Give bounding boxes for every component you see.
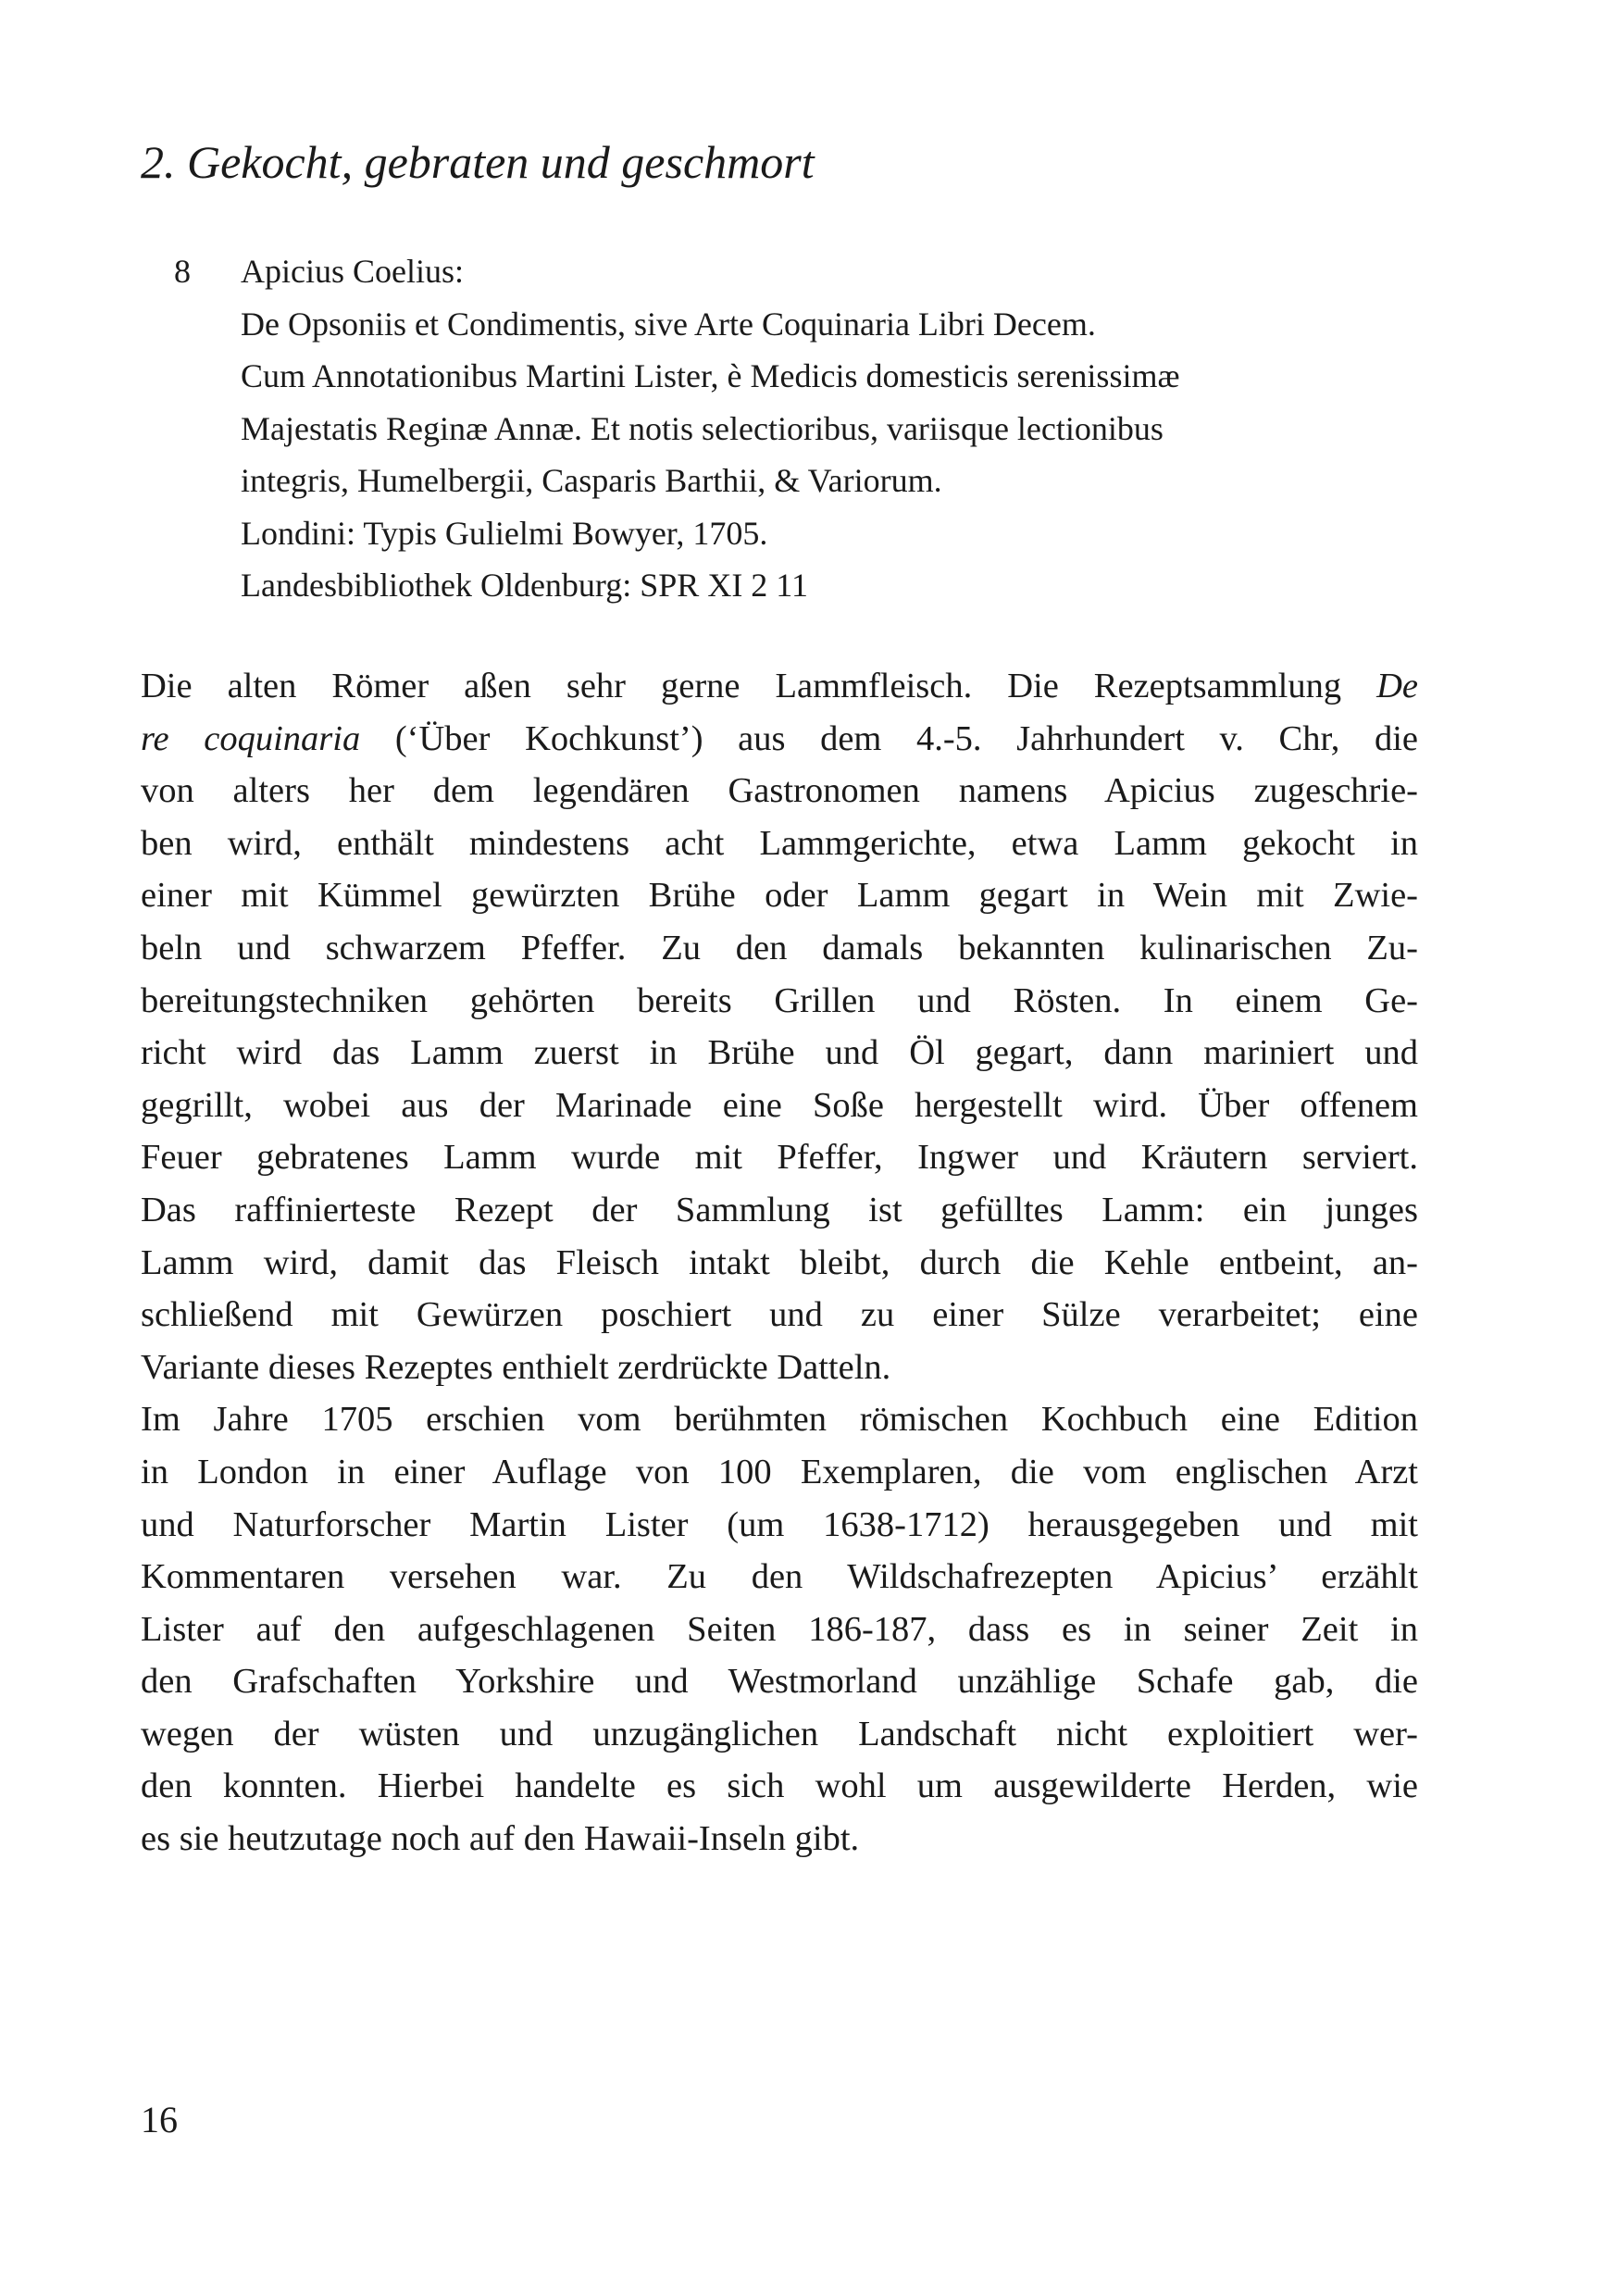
body-line: Lister auf den aufgeschlagenen Seiten 186-187, dass es in seiner Zeit in — [141, 1609, 1418, 1649]
catalog-shelfmark: Landesbibliothek Oldenburg: SPR XI 2 11 — [241, 567, 808, 604]
page-number: 16 — [141, 2099, 178, 2140]
body-line: den Grafschaften Yorkshire und Westmorland unzählige Schafe gab, die — [141, 1662, 1418, 1702]
book-title-italic: re coquinaria — [141, 718, 361, 758]
book-title-italic: De — [1376, 667, 1418, 705]
catalog-author: Apicius Coelius: — [241, 253, 464, 290]
catalog-number: 8 — [174, 253, 191, 290]
body-line: Das raffinierteste Rezept der Sammlung ist gefülltes Lamm: ein junges — [141, 1190, 1418, 1229]
catalog-title-line: De Opsoniis et Condimentis, sive Arte Coquinaria Libri Decem. — [241, 305, 1096, 343]
body-line: es sie heutzutage noch auf den Hawaii-Inseln gibt. — [141, 1819, 860, 1859]
body-line: von alters her dem legendären Gastronomen namens Apicius zugeschrie- — [141, 771, 1418, 811]
catalog-title-line: Majestatis Reginæ Annæ. Et notis selectioribus, variisque lectionibus — [241, 409, 1164, 447]
body-line: Kommentaren versehen war. Zu den Wildschafrezepten Apicius’ erzählt — [141, 1557, 1418, 1597]
body-line: richt wird das Lamm zuerst in Brühe und Öl gegart, dann mariniert und — [141, 1033, 1418, 1073]
body-line: Variante dieses Rezeptes enthielt zerdrückte Datteln. — [141, 1347, 891, 1387]
body-line-text: (‘Über Kochkunst’) aus dem 4.-5. Jahrhundert v. Chr, die — [360, 718, 1419, 758]
body-line: wegen der wüsten und unzugänglichen Landschaft nicht exploitiert wer- — [141, 1714, 1418, 1753]
body-line: Feuer gebratenes Lamm wurde mit Pfeffer, Ingwer und Kräutern serviert. — [141, 1138, 1418, 1178]
body-line: Lamm wird, damit das Fleisch intakt bleibt, durch die Kehle entbeint, an- — [141, 1242, 1418, 1282]
catalog-title-line: Cum Annotationibus Martini Lister, è Medicis domesticis serenissimæ — [241, 357, 1180, 394]
body-line: schließend mit Gewürzen poschiert und zu einer Sülze verarbeitet; eine — [141, 1295, 1418, 1335]
body-line — [141, 713, 1418, 766]
body-line: einer mit Kümmel gewürzten Brühe oder Lamm gegart in Wein mit Zwie- — [141, 876, 1418, 916]
body-line: ben wird, enthält mindestens acht Lammgerichte, etwa Lamm gekocht in — [141, 823, 1418, 863]
body-line — [141, 660, 1418, 713]
body-text — [141, 660, 1418, 1866]
chapter-title: 2. Gekocht, gebraten und geschmort — [141, 136, 815, 188]
body-line: gegrillt, wobei aus der Marinade eine Soße hergestellt wird. Über offenem — [141, 1085, 1418, 1125]
body-line: und Naturforscher Martin Lister (um 1638-1712) herausgegeben und mit — [141, 1504, 1418, 1544]
catalog-imprint: Londini: Typis Gulielmi Bowyer, 1705. — [241, 514, 768, 552]
body-line-text: Die alten Römer aßen sehr gerne Lammfleisch. Die Rezeptsammlung — [141, 667, 1377, 705]
catalog-citation — [241, 245, 1462, 612]
catalog-title-line: integris, Humelbergii, Casparis Barthii, & Variorum. — [241, 462, 942, 499]
body-line: in London in einer Auflage von 100 Exemplaren, die vom englischen Arzt — [141, 1452, 1418, 1491]
body-line: den konnten. Hierbei handelte es sich wohl um ausgewilderte Herden, wie — [141, 1766, 1418, 1806]
body-line: bereitungstechniken gehörten bereits Grillen und Rösten. In einem Ge- — [141, 980, 1418, 1020]
body-line: beln und schwarzem Pfeffer. Zu den damals bekannten kulinarischen Zu- — [141, 928, 1418, 967]
body-line: Im Jahre 1705 erschien vom berühmten römischen Kochbuch eine Edition — [141, 1400, 1418, 1440]
